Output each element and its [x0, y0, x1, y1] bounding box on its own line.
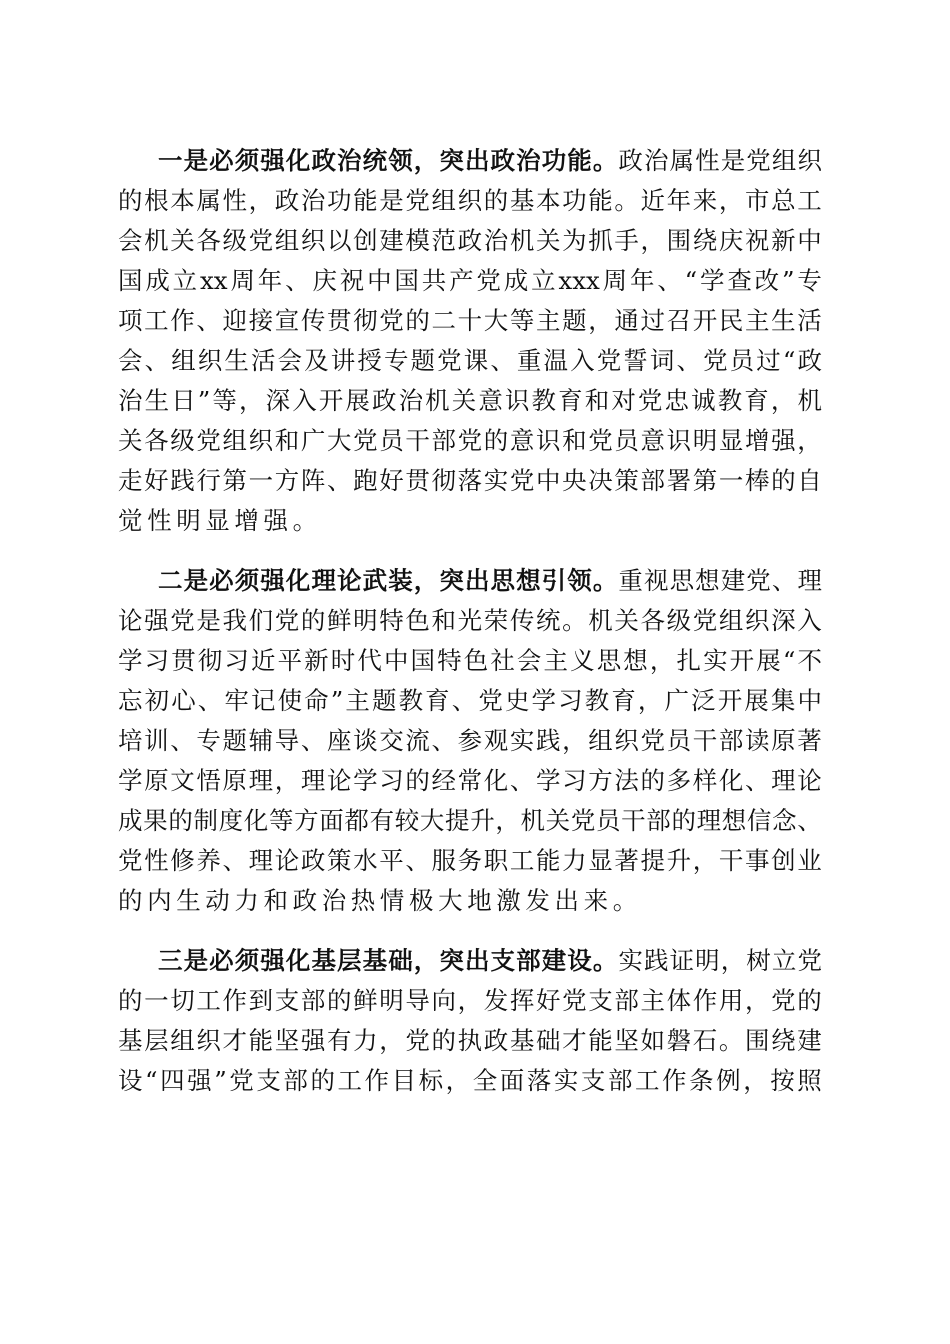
paragraph-2-line-8: 党 性 修 养 、 理 论 政 策 水 平 、 服 务 职 工 能 力 显 著 提 升 ， 干 事 创 业	[118, 846, 822, 875]
paragraph-1-line-9: 走 好 践 行 第 一 方 阵 、 跑 好 贯 彻 落 实 党 中 央 决 策 部 署 第 一 棒 的 自	[118, 466, 822, 495]
paragraph-1-line-5: 项 工 作 、 迎 接 宣 传 贯 彻 党 的 二 十 大 等 主 题 ， 通 过 召 开 民 主 生 活	[118, 306, 822, 335]
paragraph-2-line-2: 论 强 党 是 我 们 党 的 鲜 明 特 色 和 光 荣 传 统 。 机 关 各 级 党 组 织 深 入	[118, 606, 822, 635]
paragraph-2-line-5: 培 训 、 专 题 辅 导 、 座 谈 交 流 、 参 观 实 践 ， 组 织 党 员 干 部 读 原 著	[118, 726, 822, 755]
paragraph-1-line-4: 国 成 立 xx 周 年 、 庆 祝 中 国 共 产 党 成 立 xxx 周 年 、 “ 学 查 改 ” 专	[118, 266, 822, 295]
paragraph-2-line-9: 的内生动力和政治热情极大地激发出来。	[118, 886, 642, 915]
paragraph-1-line-8: 关 各 级 党 组 织 和 广 大 党 员 干 部 党 的 意 识 和 党 员 意 识 明 显 增 强 ，	[118, 426, 822, 455]
paragraph-2-line-1: 二 是 必 须 强 化 理 论 武 装 ， 突 出 思 想 引 领 。 重 视 思 想 建 党 、 理	[158, 566, 822, 595]
paragraph-1-line-6: 会 、 组 织 生 活 会 及 讲 授 专 题 党 课 、 重 温 入 党 誓 词 、 党 员 过 “ 政	[118, 346, 822, 375]
paragraph-2-line-4: 忘 初 心 、 牢 记 使 命 ” 主 题 教 育 、 党 史 学 习 教 育 ， 广 泛 开 展 集 中	[118, 686, 822, 715]
paragraph-3-line-1: 三 是 必 须 强 化 基 层 基 础 ， 突 出 支 部 建 设 。 实 践 证 明 ， 树 立 党	[158, 946, 822, 975]
paragraph-1-line-3: 会 机 关 各 级 党 组 织 以 创 建 模 范 政 治 机 关 为 抓 手 ， 围 绕 庆 祝 新 中	[118, 226, 822, 255]
paragraph-3-line-4: 设 “ 四 强 ” 党 支 部 的 工 作 目 标 ， 全 面 落 实 支 部 工 作 条 例 ， 按 照	[118, 1066, 822, 1095]
paragraph-2-line-6: 学 原 文 悟 原 理 ， 理 论 学 习 的 经 常 化 、 学 习 方 法 的 多 样 化 、 理 论	[118, 766, 822, 795]
paragraph-1-line-7: 治 生 日 ” 等 ， 深 入 开 展 政 治 机 关 意 识 教 育 和 对 党 忠 诚 教 育 ， 机	[118, 386, 822, 415]
paragraph-1-line-1: 一 是 必 须 强 化 政 治 统 领 ， 突 出 政 治 功 能 。 政 治 属 性 是 党 组 织	[158, 146, 822, 175]
paragraph-2-line-7: 成 果 的 制 度 化 等 方 面 都 有 较 大 提 升 ， 机 关 党 员 干 部 的 理 想 信 念 、	[118, 806, 822, 835]
paragraph-3-line-2: 的 一 切 工 作 到 支 部 的 鲜 明 导 向 ， 发 挥 好 党 支 部 主 体 作 用 ， 党 的	[118, 986, 822, 1015]
paragraph-2-line-3: 学 习 贯 彻 习 近 平 新 时 代 中 国 特 色 社 会 主 义 思 想 ， 扎 实 开 展 “ 不	[118, 646, 822, 675]
paragraph-3-line-3: 基 层 组 织 才 能 坚 强 有 力 ， 党 的 执 政 基 础 才 能 坚 如 磐 石 。 围 绕 建	[118, 1026, 822, 1055]
paragraph-1-line-10: 觉性明显增强。	[118, 506, 322, 535]
paragraph-1-line-2: 的 根 本 属 性 ， 政 治 功 能 是 党 组 织 的 基 本 功 能 。 近 年 来 ， 市 总 工	[118, 186, 822, 215]
